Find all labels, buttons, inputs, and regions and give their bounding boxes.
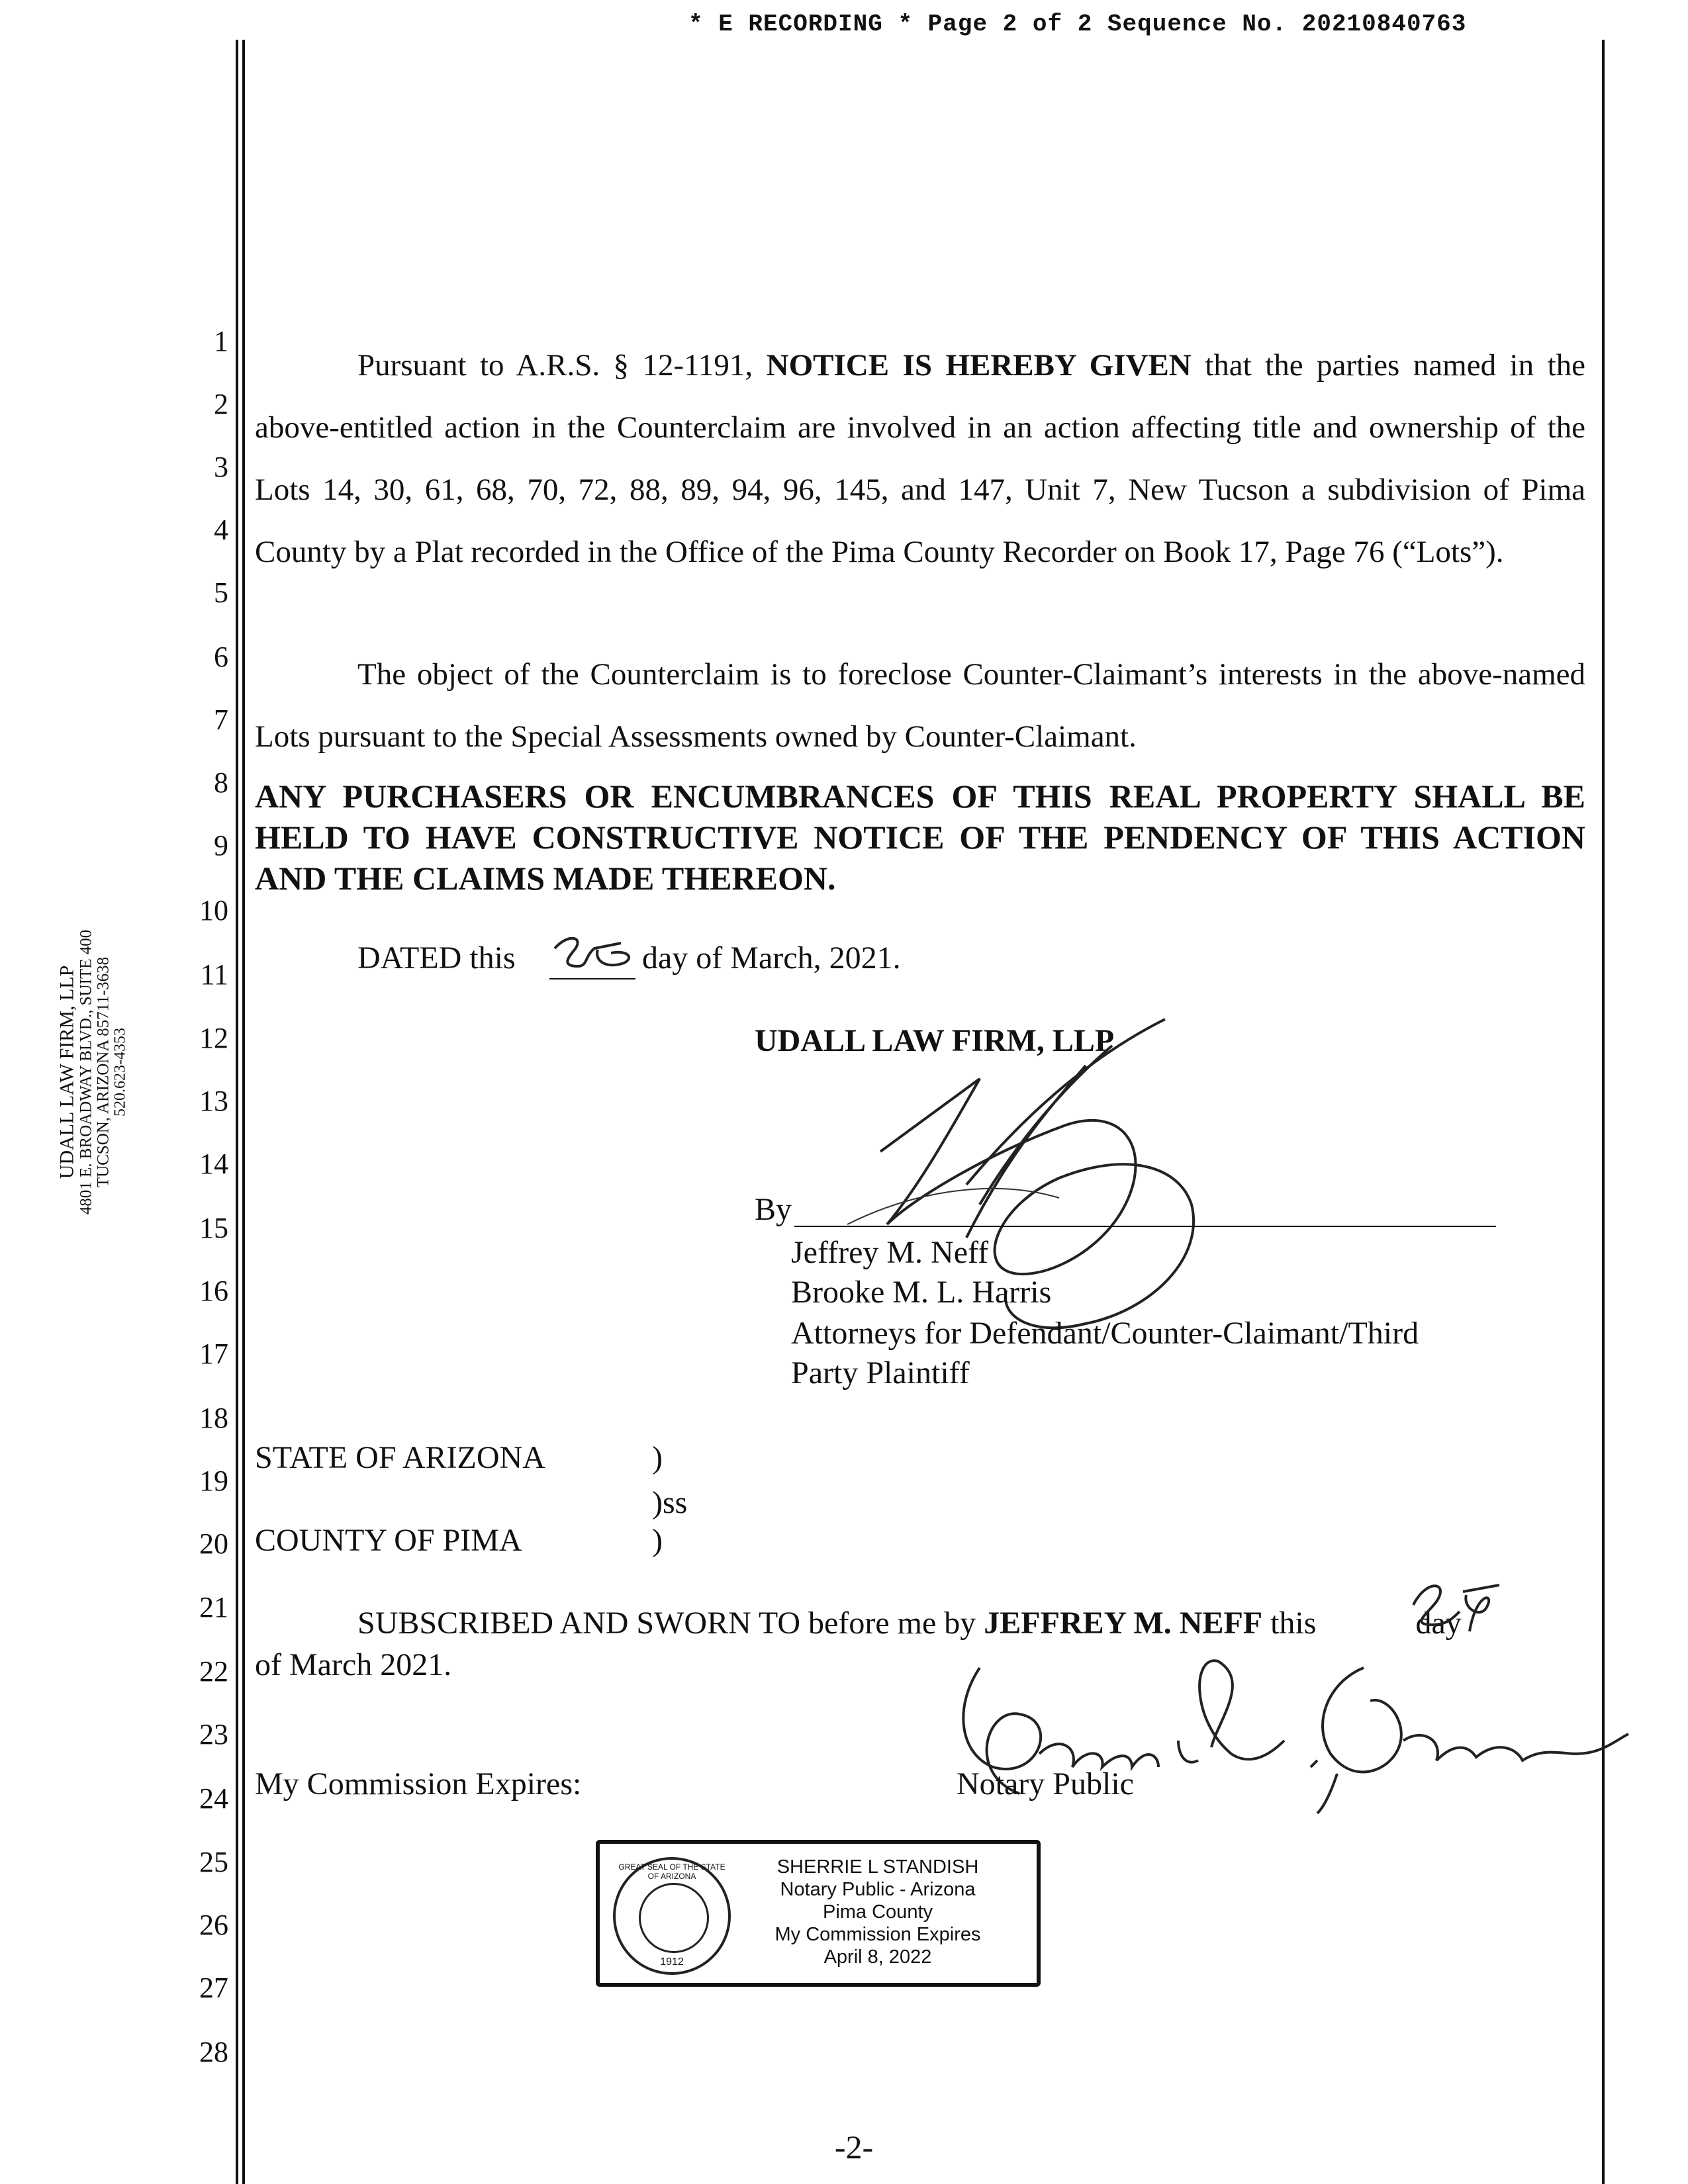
notary-public-label: Notary Public bbox=[957, 1766, 1134, 1801]
line-number: 13 bbox=[199, 1085, 228, 1117]
stamp-name: SHERRIE L STANDISH bbox=[776, 1856, 979, 1878]
sidebar-city: TUCSON, ARIZONA 85711-3638 bbox=[94, 956, 113, 1188]
line-number: 23 bbox=[199, 1718, 228, 1751]
venue-paren-2: ) bbox=[652, 1523, 663, 1558]
seal-year: 1912 bbox=[660, 1956, 684, 1968]
line-number: 8 bbox=[214, 766, 228, 799]
notice-rest: that the parties named in the above-entitled action in the Counterclaim are involved in an action affecting title and ownership of the Lots 14, 30, 61, 68, 70, 72, 88, 89, 94, 96, 145, and 147, Unit 7, New Tucson a subdivision of Pima County by a Plat recorded in the Office of the Pima County Recorder on Book 17, Page 76 (“Lots”). bbox=[255, 348, 1585, 569]
venue-paren-1: ) bbox=[652, 1440, 663, 1475]
line-number: 11 bbox=[200, 958, 228, 991]
line-number: 26 bbox=[199, 1909, 228, 1941]
line-number: 5 bbox=[214, 576, 228, 609]
jurat-line-2: of March 2021. bbox=[255, 1647, 452, 1682]
line-number: 12 bbox=[199, 1022, 228, 1054]
line-number: 3 bbox=[214, 451, 228, 483]
line-number: 15 bbox=[199, 1212, 228, 1244]
line-number: 25 bbox=[199, 1846, 228, 1878]
attorney-2: Brooke M. L. Harris bbox=[791, 1275, 1052, 1310]
line-number: 16 bbox=[199, 1275, 228, 1307]
line-number: 18 bbox=[199, 1402, 228, 1434]
seal-text: GREAT SEAL OF THE STATE OF ARIZONA bbox=[618, 1862, 726, 1881]
stamp-expires-label: My Commission Expires bbox=[774, 1924, 981, 1945]
firm-signature-name: UDALL LAW FIRM, LLP bbox=[755, 1023, 1115, 1058]
line-number: 27 bbox=[199, 1972, 228, 2004]
sidebar-address: 4801 E. BROADWAY BLVD., SUITE 400 bbox=[76, 929, 95, 1215]
line-number: 21 bbox=[199, 1591, 228, 1623]
line-number: 19 bbox=[199, 1465, 228, 1497]
attorney-1: Jeffrey M. Neff bbox=[791, 1235, 989, 1270]
sidebar-phone: 520.623-4353 bbox=[111, 1028, 129, 1116]
line-number: 14 bbox=[199, 1148, 228, 1180]
notice-lead: Pursuant to A.R.S. § 12-1191, bbox=[357, 348, 767, 383]
left-margin-rule-inner bbox=[242, 40, 245, 2184]
line-number: 7 bbox=[214, 704, 228, 736]
by-label: By bbox=[755, 1192, 792, 1227]
line-number: 20 bbox=[199, 1527, 228, 1560]
venue-county: COUNTY OF PIMA bbox=[255, 1523, 522, 1558]
object-paragraph: The object of the Counterclaim is to foreclose Counter-Claimant’s interests in the above-named Lots pursuant to the Special Assessments owned by Counter-Claimant. bbox=[255, 657, 1585, 754]
venue-ss: )ss bbox=[652, 1485, 688, 1520]
line-number: 24 bbox=[199, 1782, 228, 1815]
line-number: 22 bbox=[199, 1655, 228, 1688]
line-number: 10 bbox=[199, 894, 228, 927]
jurat-line-1 bbox=[357, 1605, 1462, 1641]
notice-bold: NOTICE IS HEREBY GIVEN bbox=[766, 348, 1192, 383]
dated-day-handwriting bbox=[548, 930, 641, 976]
dated-suffix: day of March, 2021. bbox=[642, 940, 901, 976]
jurat-lead: SUBSCRIBED AND SWORN TO before me by bbox=[357, 1606, 984, 1641]
dated-day-line bbox=[549, 978, 635, 979]
dated-prefix: DATED this bbox=[357, 940, 516, 976]
jurat-day: day bbox=[1415, 1606, 1462, 1641]
line-number: 17 bbox=[199, 1338, 228, 1370]
signature-line bbox=[794, 1226, 1496, 1227]
attorney-role-1: Attorneys for Defendant/Counter-Claimant/Third bbox=[791, 1316, 1419, 1351]
jurat-day-handwriting bbox=[1400, 1572, 1506, 1638]
recording-header: * E RECORDING * Page 2 of 2 Sequence No. 20210840763 bbox=[688, 11, 1467, 38]
right-margin-rule bbox=[1602, 40, 1605, 2184]
sidebar-firm: UDALL LAW FIRM, LLP bbox=[56, 965, 78, 1179]
line-number: 6 bbox=[214, 641, 228, 673]
stamp-title: Notary Public - Arizona bbox=[780, 1879, 976, 1900]
stamp-expires-date: April 8, 2022 bbox=[823, 1946, 932, 1968]
attorney-role-2: Party Plaintiff bbox=[791, 1355, 970, 1390]
page-number: -2- bbox=[834, 2128, 874, 2165]
notice-paragraph bbox=[255, 334, 1585, 583]
venue-state: STATE OF ARIZONA bbox=[255, 1440, 545, 1475]
line-number: 1 bbox=[214, 325, 228, 357]
left-margin-rule-outer bbox=[236, 40, 238, 2184]
line-number: 2 bbox=[214, 388, 228, 420]
line-number: 28 bbox=[199, 2036, 228, 2068]
state-seal-icon bbox=[613, 1857, 731, 1975]
notary-stamp bbox=[596, 1840, 1041, 1987]
jurat-this: this bbox=[1262, 1606, 1317, 1641]
stamp-county: Pima County bbox=[822, 1901, 933, 1923]
line-number: 4 bbox=[214, 514, 228, 546]
firm-sidebar bbox=[26, 900, 159, 1244]
jurat-name: JEFFREY M. NEFF bbox=[984, 1606, 1263, 1641]
line-number: 9 bbox=[214, 829, 228, 862]
commission-label: My Commission Expires: bbox=[255, 1766, 582, 1801]
constructive-notice: ANY PURCHASERS OR ENCUMBRANCES OF THIS REAL PROPERTY SHALL BE HELD TO HAVE CONSTRUCTIVE NOTICE OF THE PENDENCY OF THIS ACTION AND THE CLAIMS MADE THEREON. bbox=[255, 778, 1585, 897]
